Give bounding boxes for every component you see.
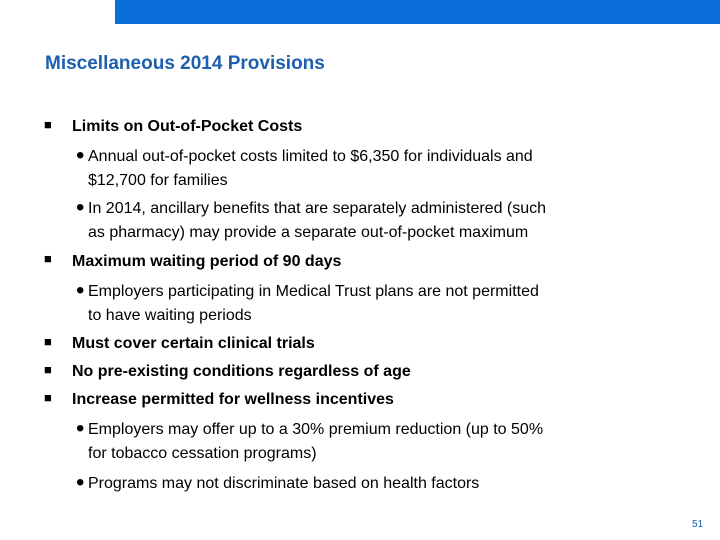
square-bullet-icon: ■: [44, 390, 52, 405]
sub-bullet-text-cont: to have waiting periods: [88, 307, 252, 324]
sub-bullet-text: Employers may offer up to a 30% premium reduction (up to 50%: [88, 421, 544, 438]
sub-bullet-text: Annual out-of-pocket costs limited to $6,350 for individuals and: [88, 148, 533, 165]
sub-bullet-text: Programs may not discriminate based on health factors: [88, 475, 480, 492]
sub-bullet-text: Employers participating in Medical Trust plans are not permitted: [88, 283, 539, 300]
round-bullet-icon: •: [76, 142, 85, 169]
round-bullet-icon: •: [76, 194, 85, 221]
round-bullet-icon: •: [76, 277, 85, 304]
page-number: 51: [692, 519, 704, 530]
bullet-item: Must cover certain clinical trials: [72, 335, 315, 352]
sub-bullet-text-cont: for tobacco cessation programs): [88, 445, 317, 462]
sub-bullet-text-cont: $12,700 for families: [88, 172, 228, 189]
bullet-item: Limits on Out-of-Pocket Costs: [72, 118, 303, 135]
square-bullet-icon: ■: [44, 117, 52, 132]
bullet-item: No pre-existing conditions regardless of age: [72, 363, 411, 380]
square-bullet-icon: ■: [44, 251, 52, 266]
page-title: Miscellaneous 2014 Provisions: [45, 53, 325, 74]
round-bullet-icon: •: [76, 469, 85, 496]
sub-bullet-text-cont: as pharmacy) may provide a separate out-of-pocket maximum: [88, 224, 529, 241]
square-bullet-icon: ■: [44, 334, 52, 349]
bullet-item: Maximum waiting period of 90 days: [72, 253, 342, 270]
round-bullet-icon: •: [76, 415, 85, 442]
bullet-item: Increase permitted for wellness incentives: [72, 391, 394, 408]
square-bullet-icon: ■: [44, 362, 52, 377]
sub-bullet-text: In 2014, ancillary benefits that are separately administered (such: [88, 200, 547, 217]
